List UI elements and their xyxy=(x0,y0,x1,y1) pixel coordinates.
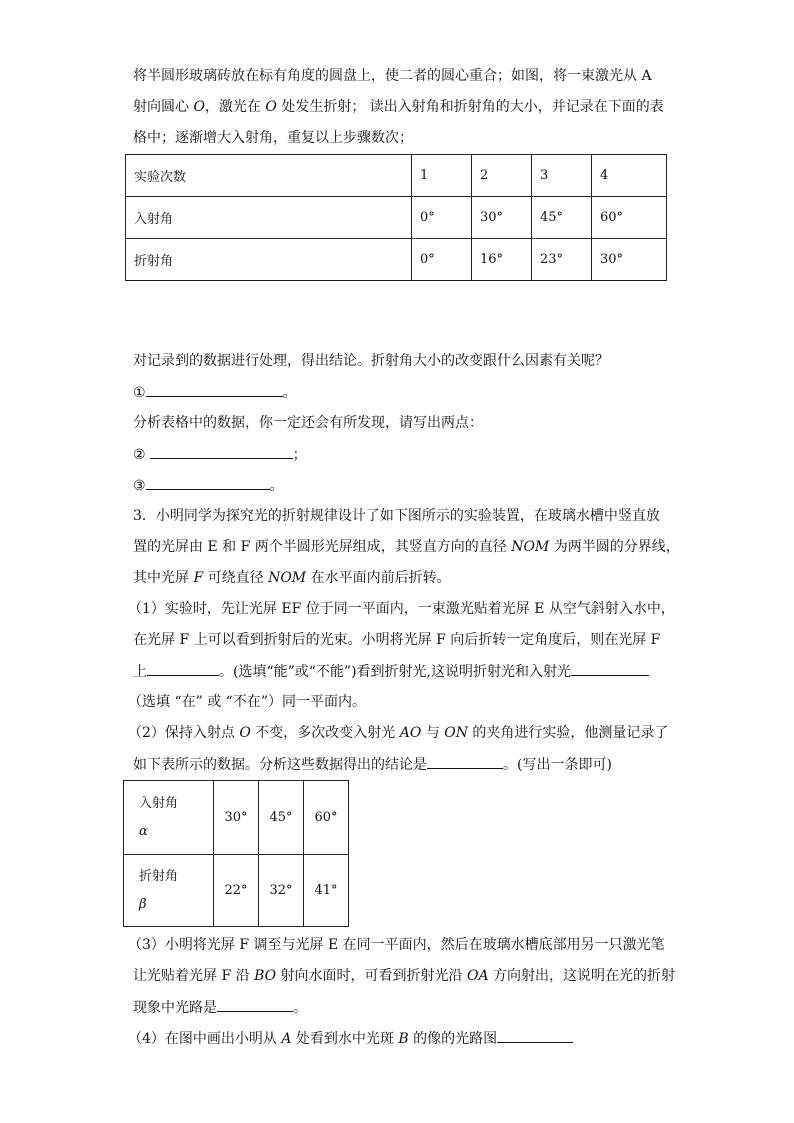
p1-line2-c: ，激光在 xyxy=(204,99,266,115)
var-a: A xyxy=(281,1031,292,1047)
answer-blank-3[interactable] xyxy=(146,475,270,490)
var-oa: OA xyxy=(467,968,489,984)
s3-p3c-1: 现象中光路是 xyxy=(133,1000,217,1016)
s3-p4-1: （4）在图中画出小明从 xyxy=(128,1031,282,1047)
table-cell: 32° xyxy=(259,855,304,927)
s3-line1: 3．小明同学为探究光的折射规律设计了如下图所示的实验装置，在玻璃水槽中竖直放 xyxy=(133,508,660,524)
row-label: 折射角 xyxy=(139,868,179,884)
s3-p1-line2: 在光屏 F 上可以看到折射后的光束。小明将光屏 F 向后折转一定角度后，则在光屏 F xyxy=(133,632,661,648)
data-table-2 xyxy=(123,780,349,927)
s3-p1-line3 xyxy=(133,661,649,682)
s3-p1-c: 上 xyxy=(133,664,147,680)
table-row xyxy=(126,197,667,239)
punct: 。 xyxy=(282,385,297,401)
var-bo: BO xyxy=(254,968,277,984)
circled-num-2: ② xyxy=(133,447,146,463)
var-o: O xyxy=(239,725,251,741)
s3-p2b-2: 。(写出一条即可) xyxy=(503,757,612,773)
s3-p2-line2 xyxy=(133,754,612,775)
answer-blank-5[interactable] xyxy=(571,661,649,676)
answer-blank-8[interactable] xyxy=(497,1028,573,1043)
p1-line2 xyxy=(133,97,664,117)
table-cell: 23° xyxy=(532,239,592,281)
table-cell: 45° xyxy=(259,781,304,855)
table-cell: 实验次数 xyxy=(126,155,412,197)
var-f: F xyxy=(193,570,204,586)
s3-p1-line1: （1）实验时，先让光屏 EF 位于同一平面内，一束激光贴着光屏 E 从空气斜射入水中， xyxy=(128,601,675,617)
table-cell: 2 xyxy=(472,155,532,197)
answer-blank-7[interactable] xyxy=(217,997,293,1012)
question-line2: 分析表格中的数据，你一定还会有所发现，请写出两点： xyxy=(133,415,483,431)
punct: ； xyxy=(292,447,307,463)
answer-blank-4[interactable] xyxy=(147,661,219,676)
table-cell: 30° xyxy=(214,781,259,855)
s3-p3-line2 xyxy=(133,966,675,986)
table-cell: 0° xyxy=(412,239,472,281)
row-label: 入射角 xyxy=(139,795,179,811)
table-cell: 3 xyxy=(532,155,592,197)
table-row xyxy=(126,155,667,197)
answer-blank-2[interactable] xyxy=(150,444,293,459)
s3-line3-a: 其中光屏 xyxy=(133,570,194,586)
answer-line-1 xyxy=(133,382,297,403)
s3-p4-5: 的像的光路图 xyxy=(408,1031,498,1047)
table-cell: 16° xyxy=(472,239,532,281)
var-ao: AO xyxy=(399,725,422,741)
p1-line2-e: 处发生折射； 读出入射角和折射角的大小，并记录在下面的表 xyxy=(276,99,664,115)
table-cell: 入射角 xyxy=(126,197,412,239)
p1-line2-a: 射向圆心 xyxy=(133,99,194,115)
var-o: O xyxy=(193,99,205,115)
symbol-alpha: α xyxy=(139,823,148,839)
table-cell: 22° xyxy=(214,855,259,927)
answer-line-3 xyxy=(133,475,284,496)
s3-p1-line4: （选填 “在” 或 “不在”）同一平面内。 xyxy=(128,694,366,710)
table-cell: 1 xyxy=(412,155,472,197)
table-cell: 45° xyxy=(532,197,592,239)
s3-line2-c: 为两半圆的分界线， xyxy=(549,539,680,555)
table-cell: 30° xyxy=(592,239,667,281)
var-b: B xyxy=(398,1031,409,1047)
answer-line-2 xyxy=(133,444,307,465)
s3-p2a-5: 与 xyxy=(421,725,445,741)
s3-p4-3: 处看到水中光斑 xyxy=(291,1031,399,1047)
s3-p3-line3 xyxy=(133,997,307,1018)
circled-num-1: ① xyxy=(133,385,146,401)
table-cell xyxy=(124,781,214,855)
s3-line3-e: 在水平面内前后折转。 xyxy=(306,570,451,586)
symbol-beta: β xyxy=(139,896,147,912)
answer-blank-1[interactable] xyxy=(146,382,283,397)
s3-p3-line1: （3）小明将光屏 F 调至与光屏 E 在同一平面内，然后在玻璃水槽底部用另一只激光笔 xyxy=(128,937,665,953)
answer-blank-6[interactable] xyxy=(427,754,503,769)
p1-line3: 格中；逐渐增大入射角，重复以上步骤数次； xyxy=(133,130,413,146)
s3-p3b-3: 射向水面时，可看到折射光沿 xyxy=(276,968,468,984)
var-nom: NOM xyxy=(511,539,550,555)
var-on: ON xyxy=(444,725,468,741)
s3-line2-a: 置的光屏由 E 和 F 两个半圆形光屏组成，其竖直方向的直径 xyxy=(133,539,512,555)
var-o: O xyxy=(265,99,277,115)
table-cell xyxy=(124,855,214,927)
table-cell: 41° xyxy=(304,855,349,927)
circled-num-3: ③ xyxy=(133,478,146,494)
var-nom: NOM xyxy=(268,570,307,586)
p1-line1: 将半圆形玻璃砖放在标有角度的圆盘上，使二者的圆心重合；如图，将一束激光从 A xyxy=(133,68,652,84)
s3-line3 xyxy=(133,568,451,588)
table-row xyxy=(124,855,349,927)
table-cell: 60° xyxy=(592,197,667,239)
s3-line2 xyxy=(133,537,680,557)
s3-line3-c: 可绕直径 xyxy=(203,570,269,586)
punct: 。 xyxy=(293,1000,307,1016)
s3-p2a-3: 不变，多次改变入射光 xyxy=(250,725,400,741)
s3-p2a-1: （2）保持入射点 xyxy=(128,725,240,741)
s3-p1-d: 。(选填“能”或“不能”)看到折射光,这说明折射光和入射光 xyxy=(219,664,572,680)
table-cell: 30° xyxy=(472,197,532,239)
table-cell: 4 xyxy=(592,155,667,197)
data-table-1 xyxy=(125,154,667,281)
table-row xyxy=(124,781,349,855)
table-cell: 60° xyxy=(304,781,349,855)
s3-p4-line xyxy=(128,1028,573,1049)
table-cell: 0° xyxy=(412,197,472,239)
s3-p2a-7: 的夹角进行实验，他测量记录了 xyxy=(467,725,669,741)
question-line1: 对记录到的数据进行处理，得出结论。折射角大小的改变跟什么因素有关呢？ xyxy=(133,353,609,369)
table-cell: 折射角 xyxy=(126,239,412,281)
table-row xyxy=(126,239,667,281)
s3-p2-line1 xyxy=(128,723,668,743)
s3-p3b-1: 让光贴着光屏 F 沿 xyxy=(133,968,255,984)
s3-p3b-5: 方向射出，这说明在光的折射 xyxy=(488,968,676,984)
s3-p2b-1: 如下表所示的数据。分析这些数据得出的结论是 xyxy=(133,757,427,773)
punct: 。 xyxy=(269,478,284,494)
